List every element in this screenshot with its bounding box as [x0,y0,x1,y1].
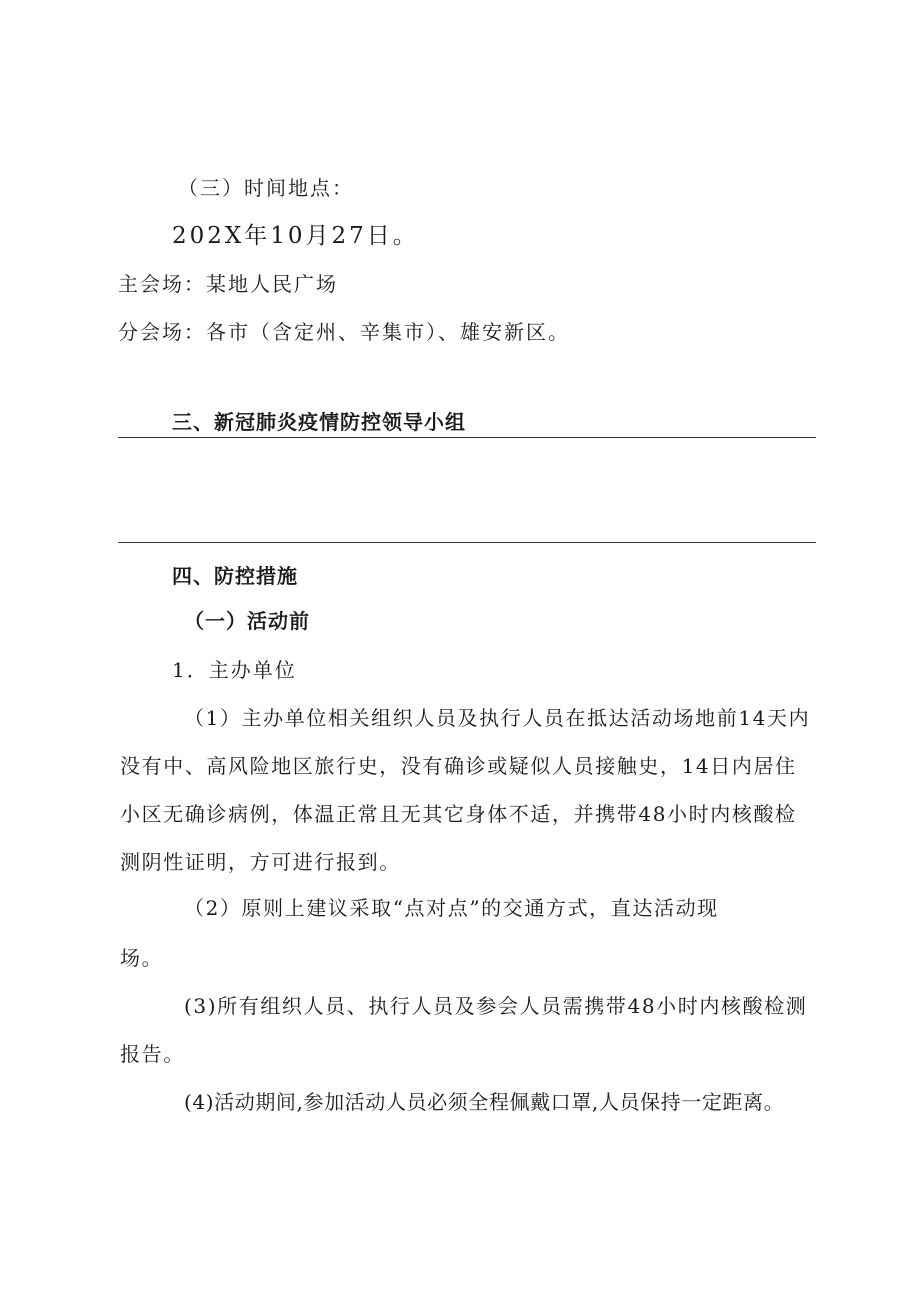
subheading-before-event: （一）活动前 [184,609,310,633]
paragraph-1-line-1: （1）主办单位相关组织人员及执行人员在抵达活动场地前14天内 [184,706,811,730]
main-venue: 主会场：某地人民广场 [118,272,338,296]
paragraph-3-line-2: 报告。 [120,1042,185,1066]
paragraph-1-line-4: 测阴性证明，方可进行报到。 [120,850,401,874]
paragraph-1-line-3: 小区无确诊病例，体温正常且无其它身体不适，并携带48小时内核酸检 [120,802,797,826]
heading-section-4: 四、防控措施 [172,564,298,588]
sub-venue: 分会场：各市（含定州、辛集市）、雄安新区。 [118,320,570,344]
event-date: 202X年10月27日。 [172,223,419,249]
paragraph-4-line-1: (4)活动期间,参加活动人员必须全程佩戴口罩,人员保持一定距离。 [184,1090,785,1114]
divider-bottom [118,542,816,543]
divider-top [118,437,816,438]
item-organizer: 1．主办单位 [172,658,297,682]
paragraph-1-line-2: 没有中、高风险地区旅行史，没有确诊或疑似人员接触史，14日内居住 [120,754,797,778]
paragraph-3-line-1: (3)所有组织人员、执行人员及参会人员需携带48小时内核酸检测 [184,994,808,1018]
paragraph-2-line-2: 场。 [120,946,164,970]
paragraph-2-line-1: （2）原则上建议采取“点对点”的交通方式，直达活动现 [184,896,719,920]
section-subheading-time-place: （三）时间地点： [178,176,354,200]
heading-section-3: 三、新冠肺炎疫情防控领导小组 [172,410,466,434]
